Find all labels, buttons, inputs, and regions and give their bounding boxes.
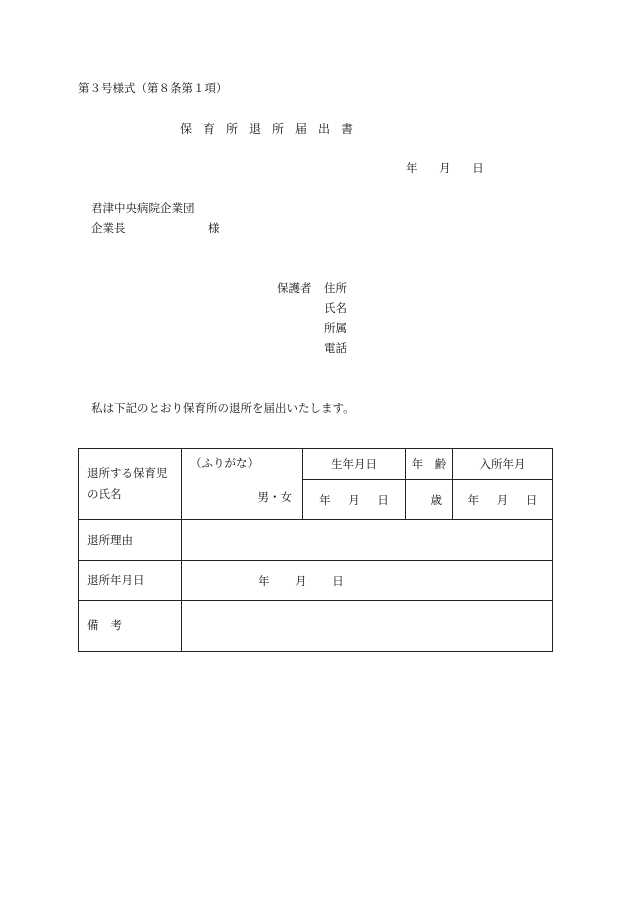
furigana-label: （ふりがな）: [190, 456, 259, 470]
guardian-affiliation-label: 所属: [324, 321, 347, 335]
withdrawal-form-table: [78, 448, 553, 652]
guardian-name-label: 氏名: [324, 301, 347, 315]
form-number: 第３号様式（第８条第１項）: [78, 81, 228, 95]
child-name-label: 退所する保育児 の氏名: [79, 449, 182, 520]
withdrawal-date-label: 退所年月日: [79, 561, 182, 601]
withdrawal-reason-label: 退所理由: [79, 520, 182, 561]
child-name-field[interactable]: [182, 449, 303, 520]
declaration-statement: 私は下記のとおり保育所の退所を届出いたします。: [91, 401, 355, 415]
submission-date: 年 月 日: [406, 161, 484, 175]
guardian-address-label: 住所: [324, 281, 347, 295]
birthdate-header: 生年月日: [303, 449, 406, 480]
addressee-organization: 君津中央病院企業団: [91, 201, 195, 215]
admission-date-header: 入所年月: [453, 449, 553, 480]
birthdate-field[interactable]: 年 月 日: [303, 480, 406, 520]
guardian-label: 保護者: [277, 281, 312, 295]
remarks-label: 備考: [79, 601, 182, 652]
guardian-phone-label: 電話: [324, 341, 347, 355]
age-field[interactable]: 歳: [406, 480, 453, 520]
remarks-field[interactable]: [182, 601, 553, 652]
addressee-honorific: 様: [208, 221, 220, 235]
withdrawal-reason-field[interactable]: [182, 520, 553, 561]
addressee-role: 企業長: [91, 221, 126, 235]
document-title: 保育所退所届出書: [180, 122, 365, 136]
withdrawal-date-field[interactable]: 年 月 日: [182, 561, 553, 601]
gender-option: 男・女: [257, 490, 292, 504]
age-header: 年 齢: [406, 449, 453, 480]
admission-date-field[interactable]: 年 月 日: [453, 480, 553, 520]
